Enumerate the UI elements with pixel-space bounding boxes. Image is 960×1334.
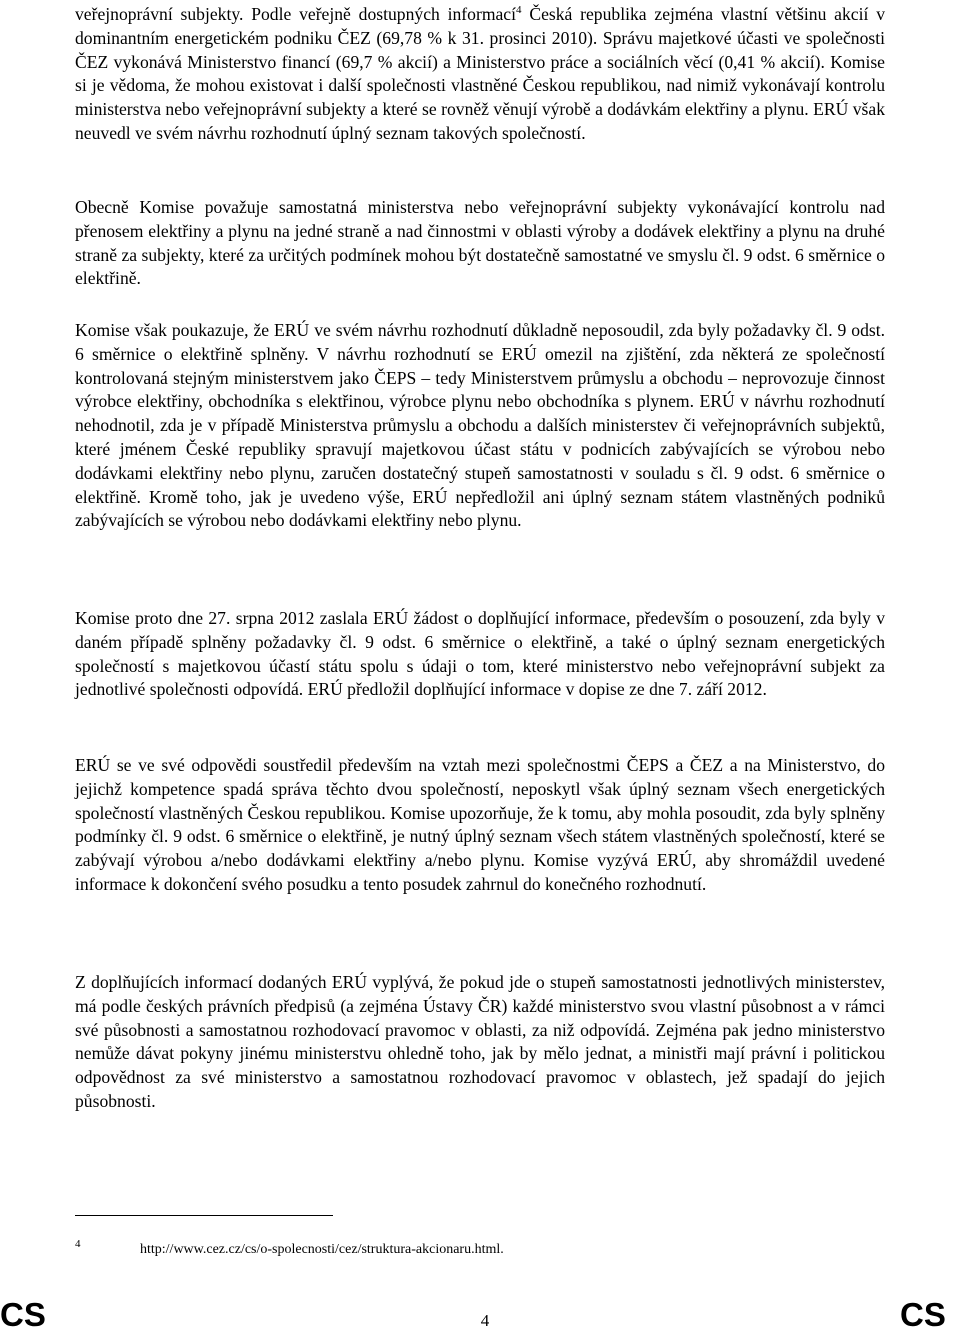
paragraph-assessment: Komise však poukazuje, že ERÚ ve svém návrhu rozhodnutí důkladně neposoudil, zda byly požadavky čl. 9 odst. 6 směrnice o elektřině splněny. V návrhu rozhodnutí se ERÚ omezil na zjištění, zda některá ze společností kontrolovaná stejným ministerstvem jako ČEPS – tedy Ministerstvem průmyslu a obchodu – neprovozuje činnost výrobce elektřiny, obchodníka s elektřinou, výrobce plynu nebo obchodníka s plynem. ERÚ v návrhu rozhodnutí nehodnotil, zda je v případě Ministerstva průmyslu a obchodu a dalších ministerstev či veřejnoprávních subjektů, které jménem České republiky spravují majetkovou účast státu v podnicích zabývajících se výrobou nebo dodávkami elektřiny nebo plynu, zaručen dostatečný stupeň samostatnosti v souladu s čl. 9 odst. 6 směrnice o elektřině. Kromě toho, jak je uvedeno výše, ERÚ nepředložil ani úplný seznam státem vlastněných podniků zabývajících se výrobou nebo dodávkami elektřiny nebo plynu. xyxy=(75,320,885,531)
page-number: 4 xyxy=(480,1311,490,1330)
footnote-reference: 4 xyxy=(516,4,522,17)
paragraph-independence: Z doplňujících informací dodaných ERÚ vyplývá, že pokud jde o stupeň samostatnosti jednotlivých ministerstev, má podle českých právních předpisů (a zejména Ústavy ČR) každé ministerstvo svou vlastní působnost a v rámci své působnosti a samostatnou rozhodovací pravomoc v oblasti, za niž odpovídá. Zejména pak jedno ministerstvo nemůže dávat pokyny jinému ministerstvu ohledně toho, jak by mělo jednat, a ministři mají právní i politickou odpovědnost za své ministerstvo a samostatnou rozhodovací pravomoc v oblastech, jež spadají do jejich působnosti. xyxy=(75,972,885,1111)
paragraph-text: Česká republika zejména vlastní většinu akcií v dominantním energetickém podniku ČEZ (69,78 % k 31. prosinci 2010). Správu majetkové účasti ve společnosti ČEZ vykonává Ministerstvo financí (69,7 % akcií) a Ministerstvo práce a sociálních věcí (0,41 % akcií). Komise si je vědoma, že mohou existovat i další společnosti vlastněné Českou republikou, nad nimiž vykonávají kontrolu ministerstva nebo veřejnoprávní subjekty a které se rovněž věnují výrobě a dodávkám elektřiny a plynu. ERÚ však neuvedl ve svém návrhu rozhodnutí úplný seznam takových společností. xyxy=(75,4,885,143)
paragraph-text: veřejnoprávní subjekty. Podle veřejně dostupných informací xyxy=(75,4,517,24)
footnote-number: 4 xyxy=(75,1238,81,1250)
language-code-left: CS xyxy=(0,1296,46,1333)
footnote-separator xyxy=(75,1215,333,1216)
footnote-link: http://www.cez.cz/cs/o-spolecnosti/cez/struktura-akcionaru.html. xyxy=(140,1242,504,1257)
paragraph-request: Komise proto dne 27. srpna 2012 zaslala ERÚ žádost o doplňující informace, především o posouzení, zda byly v daném případě splněny požadavky čl. 9 odst. 6 směrnice o elektřině, a také o úplný seznam energetických společností s majetkovou účastí státu spolu s údaji o tom, které ministerstvo nebo veřejnoprávní subjekt za jednotlivé společnosti odpovídá. ERÚ předložil doplňující informace v dopise ze dne 7. září 2012. xyxy=(75,608,885,700)
language-code-right: CS xyxy=(900,1296,946,1333)
paragraph-general-view: Obecně Komise považuje samostatná ministerstva nebo veřejnoprávní subjekty vykonávající kontrolu nad přenosem elektřiny a plynu na jedné straně a nad činnostmi v oblasti výroby a dodávek elektřiny a plynu na druhé straně za subjekty, které za určitých podmínek mohou být dostatečně samostatné ve smyslu čl. 9 odst. 6 směrnice o elektřině. xyxy=(75,197,885,289)
paragraph-ownership xyxy=(75,3,885,146)
paragraph-response: ERÚ se ve své odpovědi soustředil především na vztah mezi společnostmi ČEPS a ČEZ a na Ministerstvo, do jejichž kompetence spadá správa těchto dvou společností, neposkytl však úplný seznam všech energetických společností vlastněných Českou republikou. Komise upozorňuje, že k tomu, aby mohla posoudit, zda byly splněny podmínky čl. 9 odst. 6 směrnice o elektřině, je nutný úplný seznam všech státem vlastněných společností, které se zabývají výrobou a/nebo dodávkami elektřiny a/nebo plynu. Komise vyzývá ERÚ, aby shromáždil uvedené informace k dokončení svého posudku a tento posudek zahrnul do konečného rozhodnutí. xyxy=(75,755,885,894)
